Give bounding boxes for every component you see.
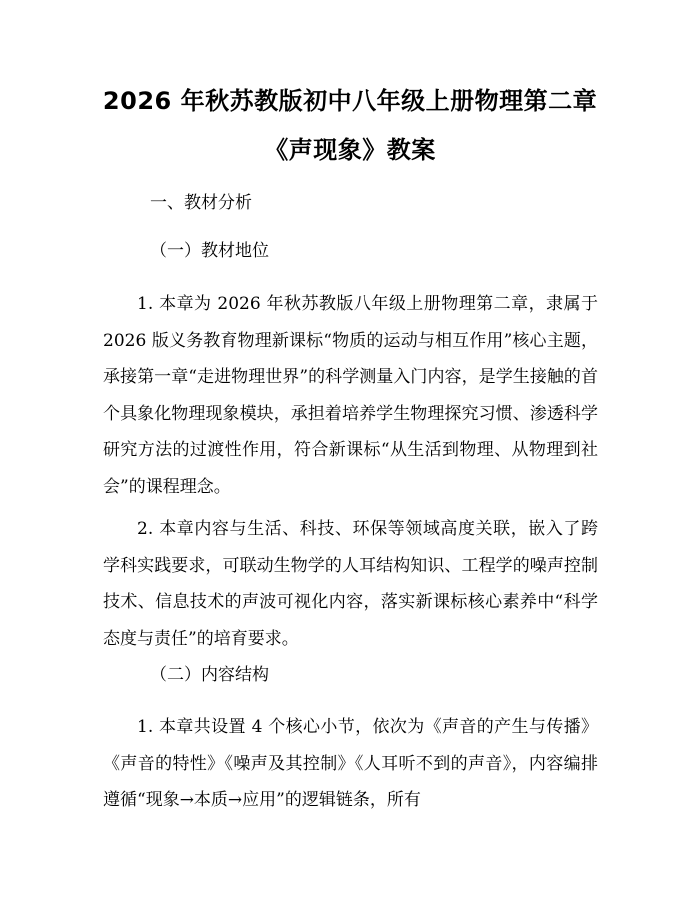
document-title-line-2: 《声现象》教案 xyxy=(264,136,436,164)
subsection-heading-textbook-position: （一）教材地位 xyxy=(150,241,269,261)
document-title-line-1: 2026 年秋苏教版初中八年级上册物理第二章 xyxy=(102,87,598,115)
subsection-heading-content-structure: （二）内容结构 xyxy=(150,665,269,685)
paragraph-content-structure-1: 1. 本章共设置 4 个核心小节，依次为《声音的产生与传播》《声音的特性》《噪声及其控制》《人耳听不到的声音》，内容编排遵循“现象→本质→应用”的逻辑链条，所有 xyxy=(103,717,598,811)
paragraph-textbook-position-1: 1. 本章为 2026 年秋苏教版八年级上册物理第二章，隶属于 2026 版义务教育物理新课标“物质的运动与相互作用”核心主题，承接第一章“走进物理世界”的科学测量入门内容，是学生接触的首个具象化物理现象模块，承担着培养学生物理探究习惯、渗透科学研究方法的过渡性作用，符合新课标“从生活到物理、从物理到社会”的课程理念。 xyxy=(103,294,598,497)
section-heading-textbook-analysis: 一、教材分析 xyxy=(150,193,252,213)
paragraph-textbook-position-2: 2. 本章内容与生活、科技、环保等领域高度关联，嵌入了跨学科实践要求，可联动生物学的人耳结构知识、工程学的噪声控制技术、信息技术的声波可视化内容，落实新课标核心素养中“科学态度与责任”的培育要求。 xyxy=(103,519,598,649)
